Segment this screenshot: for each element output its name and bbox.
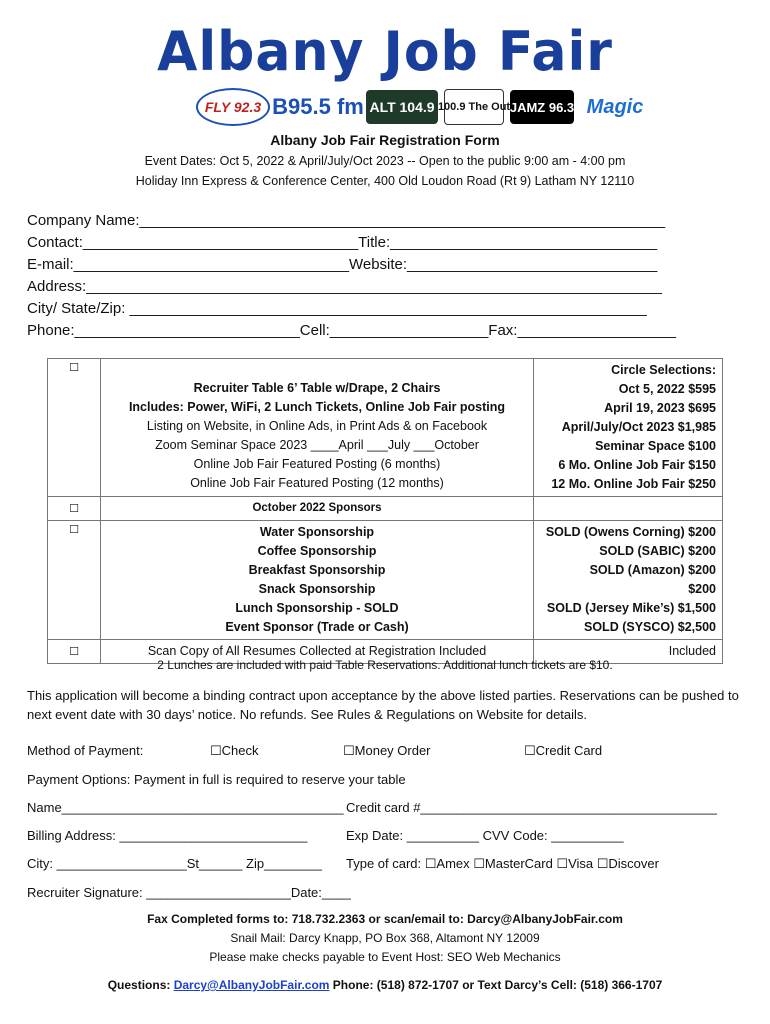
credit-card-option[interactable]: ☐Credit Card bbox=[524, 743, 603, 758]
station-logo-fly: FLY 92.3 bbox=[196, 88, 270, 126]
fax-instructions: Fax Completed forms to: 718.732.2363 or scan/email to: Darcy@AlbanyJobFair.com bbox=[147, 912, 623, 926]
recruiter-signature-field[interactable]: Recruiter Signature: ____________________Date:____ bbox=[27, 885, 351, 900]
event-logo-title: Albany Job Fair bbox=[157, 20, 613, 84]
city-st-zip-field[interactable]: City: __________________St______ Zip________ bbox=[27, 856, 322, 871]
questions-label: Questions: bbox=[107, 978, 174, 992]
event-dates: Event Dates: Oct 5, 2022 & April/July/Oct 2023 -- Open to the public 9:00 am - 4:00 pm bbox=[144, 154, 626, 168]
payment-method-row bbox=[27, 743, 767, 758]
payment-options-text: Payment Options: Payment in full is required to reserve your table bbox=[27, 772, 406, 787]
money-order-option[interactable]: ☐Money Order bbox=[343, 743, 431, 758]
city-state-zip-field[interactable]: City/ State/Zip: ______________________________________________________________ bbox=[27, 300, 647, 317]
station-logo-jamz: JAMZ 96.3 bbox=[510, 90, 574, 124]
checkbox-recruiter-table[interactable]: ☐ bbox=[48, 359, 101, 497]
table-row-recruiter bbox=[48, 359, 723, 497]
checkbox-resumes[interactable]: ☐ bbox=[48, 640, 101, 664]
check-option[interactable]: ☐Check bbox=[210, 743, 259, 758]
address-field[interactable]: Address:_____________________________________________________________________ bbox=[27, 278, 662, 295]
table-row-sponsors-header bbox=[48, 497, 723, 521]
checkbox-sponsors-header[interactable]: ☐ bbox=[48, 497, 101, 521]
station-logo-the-out: 100.9 The Out bbox=[444, 89, 504, 125]
mail-address: Snail Mail: Darcy Knapp, PO Box 368, Altamont NY 12009 bbox=[230, 931, 540, 945]
station-logo-magic: Magic bbox=[586, 95, 644, 118]
sponsors-list: Water Sponsorship Coffee Sponsorship Breakfast Sponsorship Snack Sponsorship Lunch Sponsorship - SOLD Event Sponsor (Trade or Cash) bbox=[101, 521, 534, 640]
recruiter-table-description: Recruiter Table 6’ Table w/Drape, 2 Chairs Includes: Power, WiFi, 2 Lunch Tickets, Online Job Fair posting Listing on Website, in Online Ads, in Print Ads & on Facebook Zoom Seminar Space 2023 ____April ___July ___October Online Job Fair Featured Posting (6 months) Online Job Fair Featured Posting (12 months) bbox=[101, 359, 534, 497]
resumes-price: Included bbox=[534, 640, 723, 664]
questions-line bbox=[0, 978, 770, 992]
contact-fields bbox=[27, 210, 747, 342]
radio-station-logos bbox=[196, 88, 650, 126]
sponsors-header: October 2022 Sponsors bbox=[101, 497, 534, 521]
station-logo-b95: B95.5 fm bbox=[272, 94, 364, 119]
email-website-field[interactable]: E-mail:_________________________________Website:______________________________ bbox=[27, 256, 658, 273]
resumes-description: Scan Copy of All Resumes Collected at Registration Included bbox=[101, 640, 534, 664]
questions-phone: Phone: (518) 872-1707 or Text Darcy’s Cell: (518) 366-1707 bbox=[329, 978, 663, 992]
form-title: Albany Job Fair Registration Form bbox=[270, 132, 500, 148]
billing-address-field[interactable]: Billing Address: __________________________ bbox=[27, 828, 308, 843]
options-table bbox=[47, 358, 723, 664]
payment-method-label: Method of Payment: bbox=[27, 743, 144, 758]
credit-card-number-field[interactable]: Credit card #_________________________________________ bbox=[346, 800, 717, 815]
sponsor-prices: SOLD (Owens Corning) $200 SOLD (SABIC) $200 SOLD (Amazon) $200 $200 SOLD (Jersey Mike’s) $1,500 SOLD (SYSCO) $2,500 bbox=[534, 521, 723, 640]
recruiter-table-prices: Circle Selections: Oct 5, 2022 $595 April 19, 2023 $695 April/July/Oct 2023 $1,985 Seminar Space $100 6 Mo. Online Job Fair $150 12 Mo. Online Job Fair $250 bbox=[534, 359, 723, 497]
company-name-field[interactable]: Company Name:_______________________________________________________________ bbox=[27, 212, 666, 229]
card-type-options[interactable]: Type of card: ☐Amex ☐MasterCard ☐Visa ☐Discover bbox=[346, 856, 659, 871]
checkbox-sponsors[interactable]: ☐ bbox=[48, 521, 101, 640]
exp-cvv-field[interactable]: Exp Date: __________ CVV Code: __________ bbox=[346, 828, 624, 843]
station-logo-alt: ALT 104.9 bbox=[366, 90, 438, 124]
contact-title-field[interactable]: Contact:_________________________________Title:________________________________ bbox=[27, 234, 658, 251]
lunch-note: 2 Lunches are included with paid Table Reservations. Additional lunch tickets are $10. bbox=[157, 658, 613, 672]
terms-paragraph: This application will become a binding contract upon acceptance by the above listed parties. Reservations can be pushed to next event date with 30 days’ notice. No refunds. See Rules & Regulations on Website for details. bbox=[27, 688, 739, 722]
phone-cell-fax-field[interactable]: Phone:___________________________Cell:___________________Fax:___________________ bbox=[27, 322, 676, 339]
table-row-sponsors bbox=[48, 521, 723, 640]
questions-email-link[interactable]: Darcy@AlbanyJobFair.com bbox=[173, 978, 330, 992]
check-payable-note: Please make checks payable to Event Host: SEO Web Mechanics bbox=[209, 950, 561, 964]
name-field[interactable]: Name_______________________________________ bbox=[27, 800, 344, 815]
event-location: Holiday Inn Express & Conference Center, 400 Old Loudon Road (Rt 9) Latham NY 12110 bbox=[135, 174, 635, 188]
